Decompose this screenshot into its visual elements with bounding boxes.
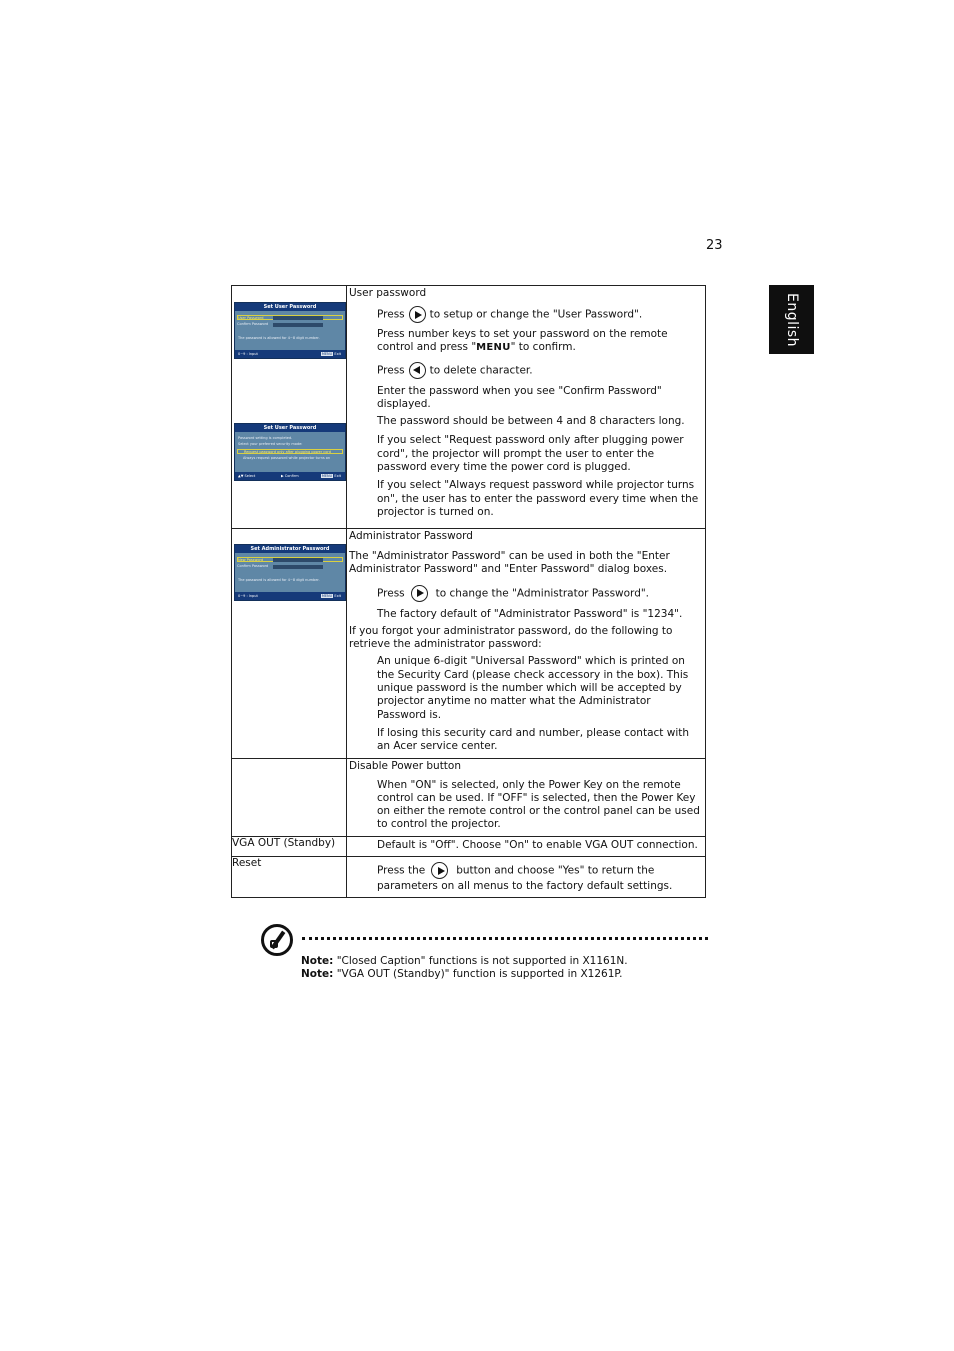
osd-input-box — [273, 565, 323, 569]
change-admin-instruction — [347, 585, 705, 602]
table-row — [232, 286, 706, 529]
page-number: 23 — [706, 238, 723, 253]
note-icon — [261, 924, 293, 956]
osd-title: Set Administrator Password — [235, 545, 345, 553]
press-label: Press — [377, 364, 405, 377]
osd-message: Select your preferred security mode: — [238, 442, 303, 446]
admin-intro: The "Administrator Password" can be used in both the "Enter Administrator Password" and "Enter Password" dialog boxes. — [349, 550, 670, 576]
vga-out-description-cell — [347, 836, 706, 856]
osd-field: Confirm Password — [237, 322, 269, 326]
osd-field: New Password — [237, 557, 343, 562]
press-label: Press — [377, 587, 405, 600]
admin-password-screen-cell — [232, 529, 347, 759]
osd-title: Set User Password — [235, 303, 345, 311]
row-title: User password — [349, 287, 427, 299]
note-text: "VGA OUT (Standby)" function is supported in X1261P. — [336, 968, 623, 980]
left-arrow-button-icon — [409, 362, 426, 379]
right-arrow-button-icon — [431, 862, 448, 879]
osd-field: User Password — [237, 315, 343, 320]
forgot-password-text: If you forgot your administrator password, do the following to retrieve the administrator password: — [349, 624, 673, 651]
note-divider — [302, 937, 708, 940]
menu-key-label: MENU — [476, 342, 511, 354]
osd-foot-input: 0~9 : Input — [238, 352, 258, 356]
number-keys-instruction — [347, 328, 705, 355]
losing-card-text: If losing this security card and number, please contact with an Acer service center. — [377, 726, 690, 753]
osd-menu-key: MENU — [321, 594, 333, 598]
row-title: Disable Power button — [349, 759, 462, 772]
osd-message: The password is allowed for 4~8 digit number. — [238, 578, 320, 582]
osd-foot-exit: Exit — [334, 352, 341, 356]
factory-default-text: The factory default of "Administrator Password" is "1234". — [377, 607, 683, 620]
security-mode-osd-image — [234, 423, 346, 481]
confirm-instruction: Enter the password when you see "Confirm Password" displayed. — [377, 384, 662, 410]
right-arrow-button-icon — [409, 306, 426, 323]
reset-label: Reset — [232, 857, 347, 898]
set-user-password-osd-image — [234, 302, 346, 359]
disable-power-text: When "ON" is selected, only the Power Key on the remote control can be used. If "OFF" is selected, then the Power Key on either the remote control or the control panel can be used to control the projector. — [377, 778, 700, 831]
osd-menu-key: MENU — [321, 352, 333, 356]
disable-power-description-cell — [347, 758, 706, 836]
language-tab-label: English — [783, 292, 800, 347]
delete-instruction — [347, 362, 705, 379]
osd-foot-select: ▲▼ Select — [238, 474, 256, 478]
note-text: "Closed Caption" functions is not supported in X1161N. — [336, 955, 628, 967]
note-label: Note: — [301, 955, 334, 967]
osd-message: Password setting is completed. — [238, 436, 293, 440]
empty-cell — [232, 758, 347, 836]
user-password-description-cell — [347, 286, 706, 529]
osd-footer — [235, 472, 345, 480]
press-label: Press — [377, 308, 405, 321]
osd-title: Set User Password — [235, 424, 345, 432]
osd-option: Always request password while projector turns on — [243, 456, 331, 460]
note-vga-out — [301, 968, 622, 981]
osd-input-box — [273, 558, 323, 562]
reset-description-cell — [347, 857, 706, 898]
row-title: Administrator Password — [349, 530, 473, 542]
osd-input-box — [273, 316, 323, 320]
table-row — [232, 758, 706, 836]
osd-foot-exit: Exit — [334, 594, 341, 598]
table-row — [232, 836, 706, 856]
set-admin-password-osd-image — [234, 544, 346, 601]
vga-out-text: Default is "Off". Choose "On" to enable VGA OUT connection. — [377, 838, 698, 851]
osd-option: Request password only after plugging power cord — [237, 449, 343, 454]
osd-footer — [235, 592, 345, 600]
user-password-screens-cell — [232, 286, 347, 529]
keys-text-end: " to confirm. — [510, 341, 576, 354]
note-closed-caption — [301, 955, 628, 968]
reset-text: button and choose "Yes" to return the — [456, 864, 655, 877]
osd-foot-exit: Exit — [334, 474, 341, 478]
settings-table — [231, 285, 706, 898]
language-tab — [769, 285, 814, 354]
length-instruction: The password should be between 4 and 8 characters long. — [377, 415, 685, 428]
right-arrow-button-icon — [411, 585, 428, 602]
request-plug-instruction: If you select "Request password only after plugging power cord", the projector will prompt the user to enter the password every time the power cord is plugged. — [377, 434, 684, 474]
universal-password-text: An unique 6-digit "Universal Password" which is printed on the Security Card (please check accessory in the box). This unique password is the number which will be accepted by projector anytime no matter what the Administrator Password is. — [377, 655, 689, 721]
reset-instruction — [347, 862, 705, 880]
delete-text: to delete character. — [429, 364, 533, 377]
setup-text: to setup or change the "User Password". — [429, 308, 643, 321]
table-row — [232, 857, 706, 898]
admin-password-description-cell — [347, 529, 706, 759]
always-request-instruction: If you select "Always request password while projector turns on", the user has to enter the password every time when the projector is turned on. — [377, 479, 699, 518]
osd-field: Confirm Password — [237, 564, 269, 568]
osd-foot-input: 0~9 : Input — [238, 594, 258, 598]
press-the-label: Press the — [377, 864, 426, 877]
osd-menu-key: MENU — [321, 474, 333, 478]
osd-input-box — [273, 323, 323, 327]
keys-text: Press number keys to set your password on the remote control and press " — [377, 328, 668, 354]
osd-message: The password is allowed for 4~8 digit number. — [238, 336, 320, 340]
vga-out-label: VGA OUT (Standby) — [232, 836, 347, 856]
table-row — [232, 529, 706, 759]
osd-foot-confirm: ▶ Confirm — [281, 474, 299, 478]
osd-footer — [235, 350, 345, 358]
change-text: to change the "Administrator Password". — [435, 587, 650, 600]
note-label: Note: — [301, 968, 334, 980]
setup-instruction — [347, 306, 705, 323]
reset-instruction-continued: parameters on all menus to the factory default settings. — [377, 879, 673, 892]
